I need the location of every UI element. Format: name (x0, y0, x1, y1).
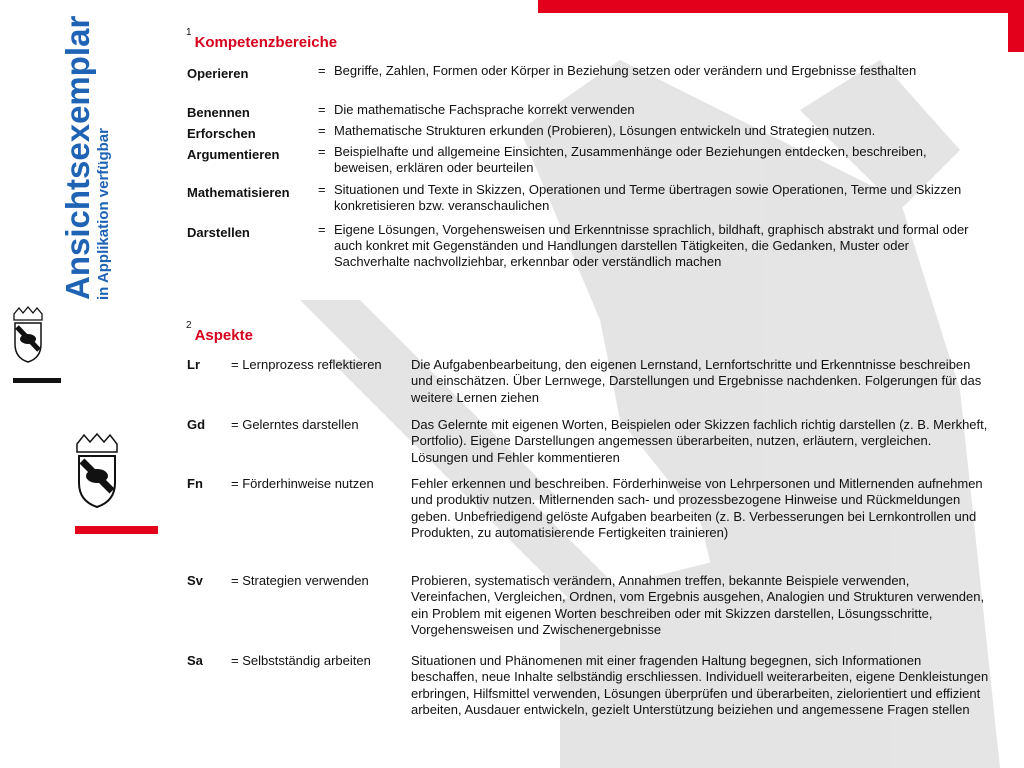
kompetenz-description: Beispielhafte und allgemeine Einsichten, Zusammenhänge oder Beziehungen entdecken, beschreiben, beweisen, erklären oder beurteilen (334, 144, 927, 175)
aspekte-title: Aspekte (194, 327, 253, 344)
top-red-corner-bar (1008, 0, 1024, 52)
kompetenz-equals: = (318, 144, 326, 159)
kompetenz-equals: = (318, 63, 326, 78)
kompetenz-term: Darstellen (187, 225, 250, 240)
aspekt-code: Gd (187, 417, 206, 432)
bern-crest-large-icon (74, 433, 120, 509)
kompetenz-description: Die mathematische Fachsprache korrekt verwenden (334, 102, 635, 117)
top-red-bar (538, 0, 1024, 13)
kompetenz-equals: = (318, 102, 326, 117)
kompetenz-equals: = (318, 123, 326, 138)
kompetenz-term: Erforschen (187, 126, 256, 141)
aspekt-description: Situationen und Phänomenen mit einer fragenden Haltung begegnen, sich Informationen beschaffen, neue Inhalte selbständig erschliessen. Individuell weiterarbeiten, eigene Denkleistungen erbringen, Hilfsmittel verwenden, Lösungen überprüfen und überarbeiten, zielorientiert und effizient arbeiten, Ausdauer entwickeln, gezielt Unterstützung beiziehen und angemessene Fragen stellen (411, 653, 989, 718)
sidebar-label (60, 0, 140, 300)
aspekte-heading (186, 320, 253, 344)
aspekt-code: Lr (187, 357, 200, 372)
kompetenz-heading (186, 27, 338, 51)
aspekt-description: Fehler erkennen und beschreiben. Förderhinweise von Lehrpersonen und Mitlernenden aufnehmen und produktiv nutzen. Mitlernenden sach- und prozessbezogene Hinweise und Rückmeldungen geben. Unbefriedigend gelöste Aufgaben bearbeiten (z. B. Verbesserungen bei Lernkontrollen und Produkten, zu automatisierende Fertigkeiten trainieren) (411, 476, 983, 541)
kompetenz-title: Kompetenzbereiche (194, 34, 338, 51)
kompetenz-term: Benennen (187, 105, 250, 120)
aspekt-code: Sa (187, 653, 203, 668)
kompetenz-term: Mathematisieren (187, 185, 290, 200)
kompetenz-description: Mathematische Strukturen erkunden (Probieren), Lösungen entwickeln und Strategien nutzen. (334, 123, 876, 138)
aspekt-name: = Selbstständig arbeiten (231, 653, 371, 668)
kompetenz-description: Begriffe, Zahlen, Formen oder Körper in Beziehung setzen oder verändern und Ergebnisse festhalten (334, 63, 917, 78)
kompetenz-footnote-number: 1 (186, 27, 192, 38)
divider-black (13, 378, 61, 383)
aspekt-name: = Lernprozess reflektieren (231, 357, 382, 372)
kompetenz-equals: = (318, 222, 326, 237)
aspekt-description: Die Aufgabenbearbeitung, den eigenen Lernstand, Lernfortschritte und Erkenntnisse beschreiben und einschätzen. Über Lernwege, Darstellungen und Ergebnisse nachdenken. Folgerungen für das weitere Lernen ziehen (411, 357, 982, 405)
sidebar-title: Ansichtsexemplar (59, 15, 96, 300)
aspekte-footnote-number: 2 (186, 320, 192, 331)
aspekt-code: Sv (187, 573, 203, 588)
aspekt-code: Fn (187, 476, 203, 491)
sidebar-subtitle: in Applikation verfügbar (95, 128, 112, 300)
divider-red (75, 526, 158, 534)
kompetenz-term: Operieren (187, 66, 249, 81)
bern-crest-small-icon (11, 306, 45, 364)
aspekt-name: = Gelerntes darstellen (231, 417, 359, 432)
aspekt-description: Probieren, systematisch verändern, Annahmen treffen, bekannte Beispiele verwenden, Vereinfachen, Vergleichen, Ordnen, vom Ergebnis ausgehen, Analogien und Strukturen verwenden, ein Problem mit eigenen Worten beschreiben oder mit Skizzen darstellen, Lösungsschritte, Vorgehensweisen und Zwischenergebnisse (411, 573, 985, 638)
aspekt-name: = Strategien verwenden (231, 573, 369, 588)
kompetenz-equals: = (318, 182, 326, 197)
kompetenz-description: Situationen und Texte in Skizzen, Operationen und Terme übertragen sowie Operationen, Terme und Skizzen konkretisieren bzw. veranschaulichen (334, 182, 962, 213)
kompetenz-term: Argumentieren (187, 147, 280, 162)
kompetenz-description: Eigene Lösungen, Vorgehensweisen und Erkenntnisse sprachlich, bildhaft, graphisch abstrakt und formal oder auch konkret mit Gegenständen und Handlungen darstellen Tätigkeiten, die Gedanken, Muster oder Sachverhalte nachvollziehbar, erkennbar oder verständlich machen (334, 222, 969, 269)
aspekt-description: Das Gelernte mit eigenen Worten, Beispielen oder Skizzen fachlich richtig darstellen (z. B. Merkheft, Portfolio). Eigene Darstellungen angemessen überarbeiten, nutzen, erläutern, vergleichen. Lösungen und Fehler kommentieren (411, 417, 988, 465)
aspekt-name: = Förderhinweise nutzen (231, 476, 374, 491)
